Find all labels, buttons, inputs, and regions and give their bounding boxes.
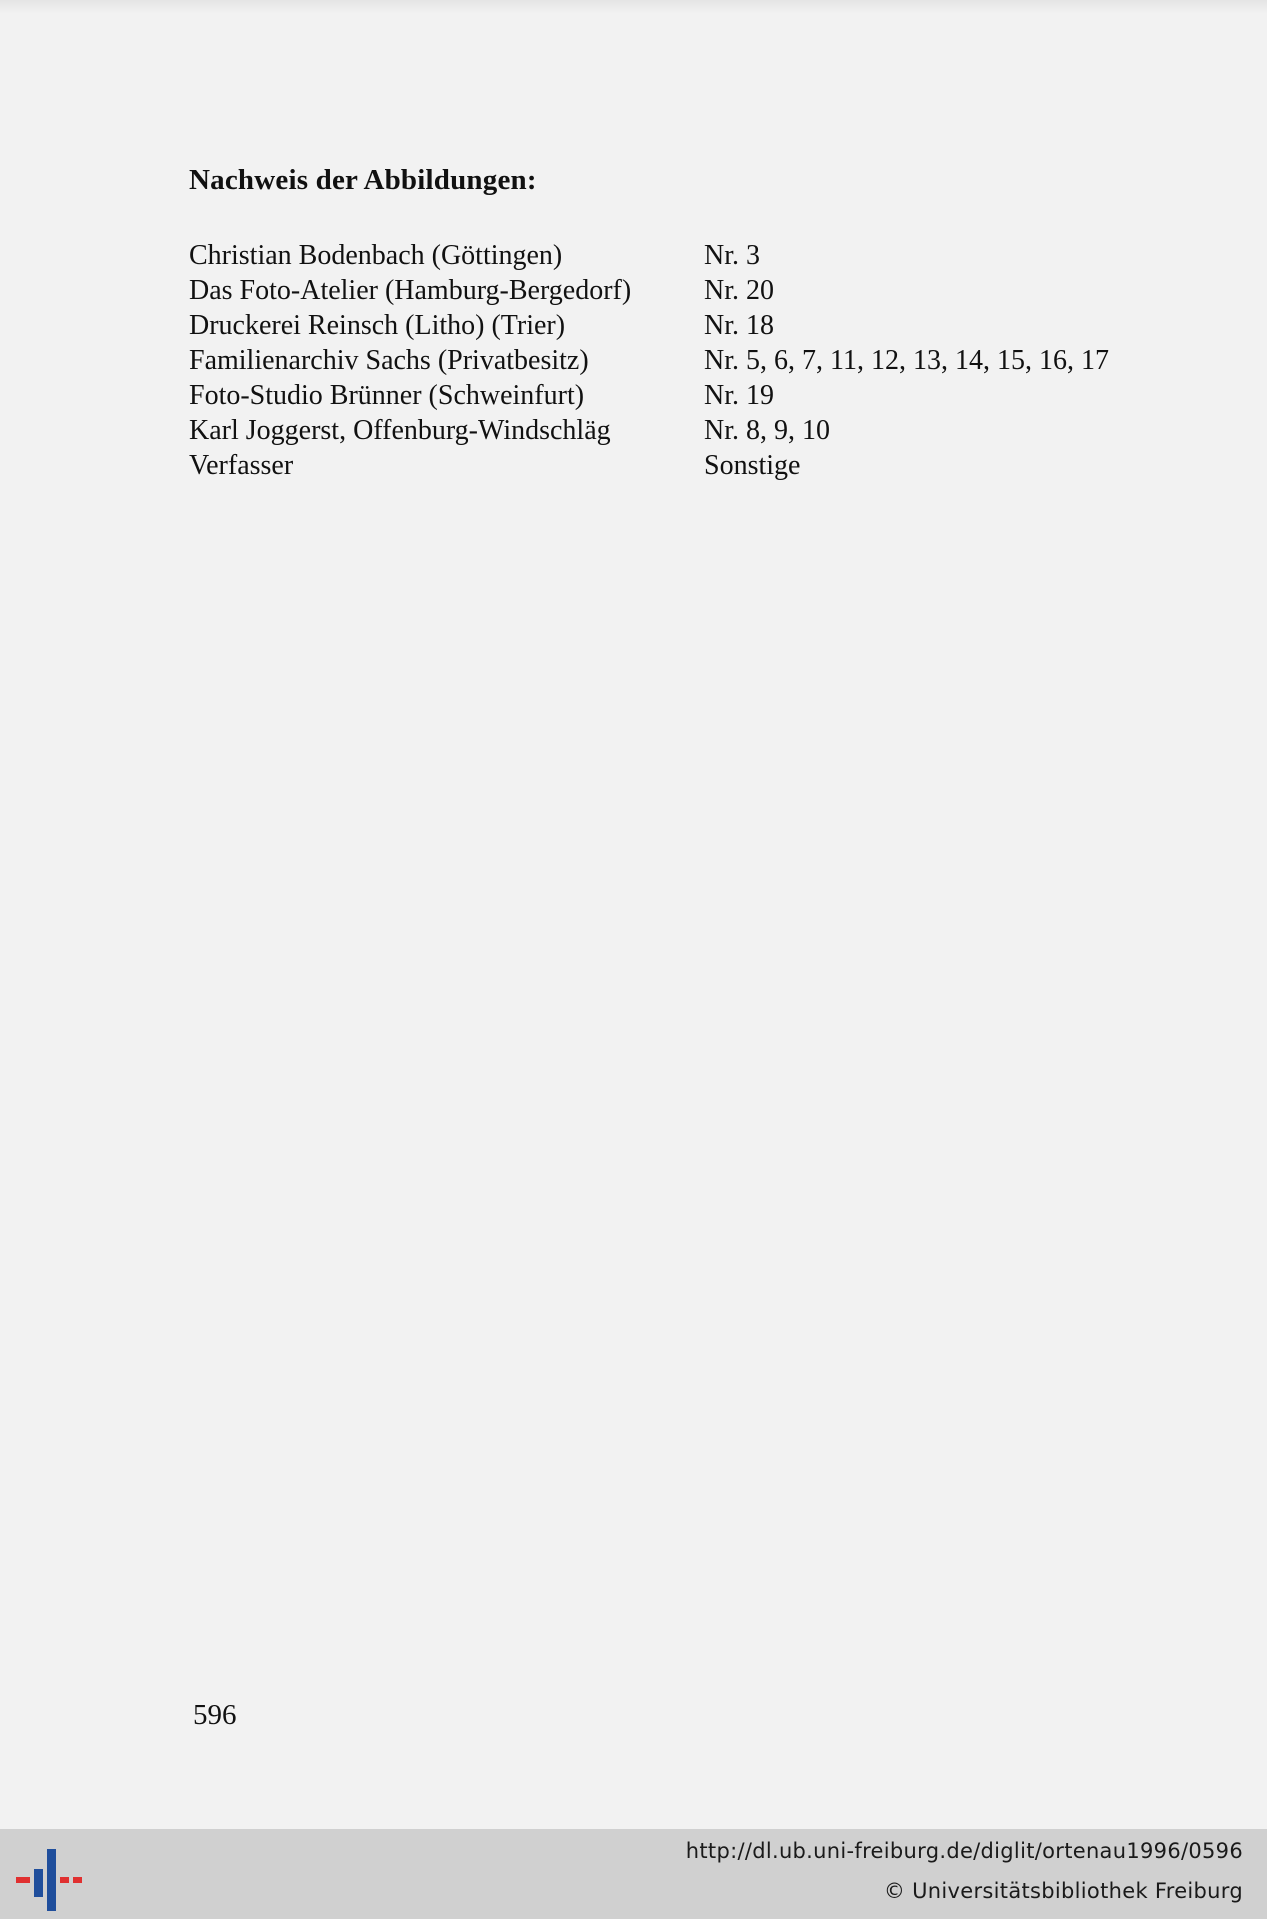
credit-source: Familienarchiv Sachs (Privatbesitz) <box>189 345 589 376</box>
credit-row <box>189 448 1169 483</box>
credit-source: Druckerei Reinsch (Litho) (Trier) <box>189 310 566 341</box>
credit-numbers: Nr. 18 <box>704 310 774 341</box>
credit-source: Das Foto-Atelier (Hamburg-Bergedorf) <box>189 275 632 306</box>
credit-row <box>189 378 1169 413</box>
credit-row <box>189 343 1169 378</box>
ub-freiburg-logo-icon[interactable] <box>16 1841 82 1911</box>
copyright-notice: © Universitätsbibliothek Freiburg <box>883 1879 1243 1903</box>
credit-source: Karl Joggerst, Offenburg-Windschläg <box>189 415 611 446</box>
viewer-footer <box>0 1829 1267 1919</box>
credit-row <box>189 413 1169 448</box>
credit-numbers: Nr. 5, 6, 7, 11, 12, 13, 14, 15, 16, 17 <box>704 345 1109 376</box>
credit-source: Foto-Studio Brünner (Schweinfurt) <box>189 380 585 411</box>
permalink-url[interactable]: http://dl.ub.uni-freiburg.de/diglit/ortenau1996/0596 <box>685 1839 1243 1863</box>
image-credits-table <box>189 238 1169 483</box>
credit-numbers: Nr. 20 <box>704 275 774 306</box>
page-number: 596 <box>193 1699 237 1731</box>
page-top-edge <box>0 0 1267 14</box>
credit-numbers: Nr. 19 <box>704 380 774 411</box>
credit-numbers: Nr. 3 <box>704 240 760 271</box>
credit-row <box>189 308 1169 343</box>
credit-numbers: Nr. 8, 9, 10 <box>704 415 830 446</box>
credit-row <box>189 273 1169 308</box>
credit-numbers: Sonstige <box>704 450 801 481</box>
credit-source: Christian Bodenbach (Göttingen) <box>189 240 563 271</box>
page-heading: Nachweis der Abbildungen: <box>189 164 537 196</box>
credit-row <box>189 238 1169 273</box>
credit-source: Verfasser <box>189 450 294 481</box>
